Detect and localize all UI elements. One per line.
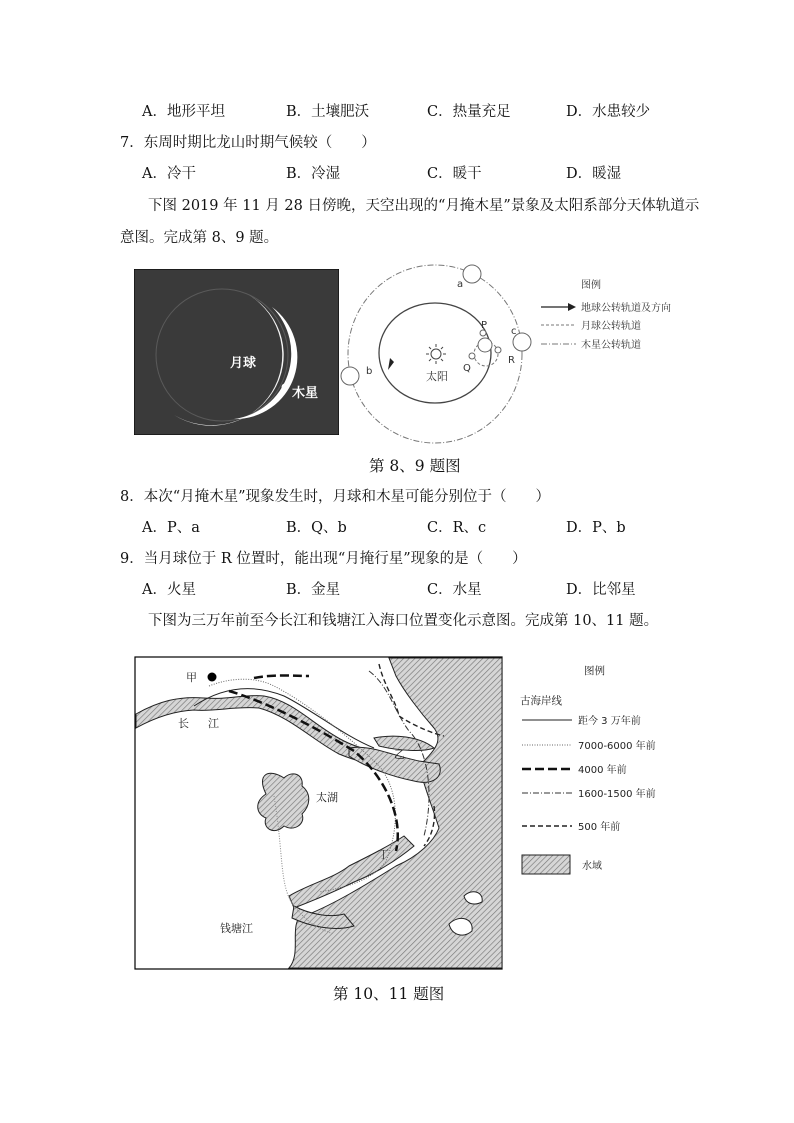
moon-pos-r <box>495 347 501 353</box>
point-q-label: Q <box>463 363 471 374</box>
label-taihu: 太湖 <box>316 791 338 804</box>
q6-option-a: A．地形平坦 <box>142 104 225 120</box>
sun-label: 太阳 <box>426 370 448 383</box>
q9-option-c: C．水星 <box>427 582 482 598</box>
q8-option-c: C．R、c <box>427 520 487 536</box>
point-c-label: c <box>511 326 517 337</box>
q8-option-d: D．P、b <box>566 520 626 536</box>
legend1-earth: 地球公转轨道及方向 <box>581 303 671 314</box>
q7-option-b: B．冷湿 <box>286 166 341 182</box>
label-chang: 长 <box>178 717 189 730</box>
q7-option-d: D．暖湿 <box>566 166 622 182</box>
earth-circle <box>478 338 492 352</box>
intro-8-9-line2: 意图。完成第 8、9 题。 <box>120 230 279 246</box>
earth-orbit <box>379 303 491 403</box>
q8-option-a: A．P、a <box>142 520 200 536</box>
label-jiang: 江 <box>208 717 219 730</box>
point-a-label: a <box>457 279 464 290</box>
taihu-lake <box>258 773 309 830</box>
legend1-moon: 月球公转轨道 <box>581 321 641 332</box>
q8-option-b: B．Q、b <box>286 520 347 536</box>
estuary-legend <box>514 656 694 886</box>
legend2-item-1600: 1600-1500 年前 <box>578 789 656 800</box>
q6-option-c: C．热量充足 <box>427 104 511 120</box>
legend2-item-30000: 距今 3 万年前 <box>578 716 641 727</box>
point-r-label: R <box>508 355 515 366</box>
location-jia-dot <box>208 673 217 682</box>
moon-jupiter-photo <box>134 269 339 435</box>
label-ding: 丁 <box>378 848 389 861</box>
label-jia: 甲 <box>186 671 197 684</box>
jupiter-pos-b <box>341 367 359 385</box>
legend1-title: 图例 <box>581 280 601 291</box>
q6-option-b: B．土壤肥沃 <box>286 104 370 120</box>
figure2-caption: 第 10、11 题图 <box>333 985 445 1003</box>
q7-option-a: A．冷干 <box>142 166 196 182</box>
figure1-caption: 第 8、9 题图 <box>369 457 461 475</box>
jupiter-pos-a <box>463 265 481 283</box>
jupiter-orbit <box>348 265 522 443</box>
q6-option-d: D．水患较少 <box>566 104 651 120</box>
moon-label: 月球 <box>230 356 257 371</box>
label-yi: 乙 <box>394 748 405 761</box>
moon-pos-q <box>469 353 475 359</box>
q9-option-d: D．比邻星 <box>566 582 636 598</box>
legend2-item-7000: 7000-6000 年前 <box>578 741 656 752</box>
point-b-label: b <box>366 366 373 377</box>
legend2-item-500: 500 年前 <box>578 822 621 833</box>
q7-option-c: C．暖干 <box>427 166 482 182</box>
intro-10-11: 下图为三万年前至今长江和钱塘江入海口位置变化示意图。完成第 10、11 题。 <box>148 613 659 629</box>
point-p-label: P <box>481 320 488 331</box>
jupiter-label: 木星 <box>292 386 319 401</box>
estuary-map <box>134 656 504 971</box>
legend2-item-4000: 4000 年前 <box>578 765 627 776</box>
intro-8-9-line1: 下图 2019 年 11 月 28 日傍晚，天空出现的“月掩木星”景象及太阳系部分天体轨道示 <box>148 198 700 214</box>
q9-option-a: A．火星 <box>142 582 196 598</box>
q9-stem: 9．当月球位于 R 位置时，能出现“月掩行星”现象的是（ ） <box>120 551 527 567</box>
legend2-subtitle: 古海岸线 <box>520 695 562 707</box>
legend2-title: 图例 <box>584 665 605 677</box>
q9-option-b: B．金星 <box>286 582 341 598</box>
q8-stem: 8．本次“月掩木星”现象发生时，月球和木星可能分别位于（ ） <box>120 489 551 505</box>
earth-orbit-arrow <box>388 358 394 370</box>
sun-icon <box>426 344 446 364</box>
legend2-water: 水域 <box>582 861 602 872</box>
jupiter-dot <box>282 384 289 391</box>
orbit-diagram <box>338 258 698 448</box>
legend1-jupiter: 木星公转轨道 <box>581 340 641 351</box>
q7-stem: 7．东周时期比龙山时期气候较（ ） <box>120 135 376 151</box>
label-qiantangjiang: 钱塘江 <box>220 922 253 935</box>
